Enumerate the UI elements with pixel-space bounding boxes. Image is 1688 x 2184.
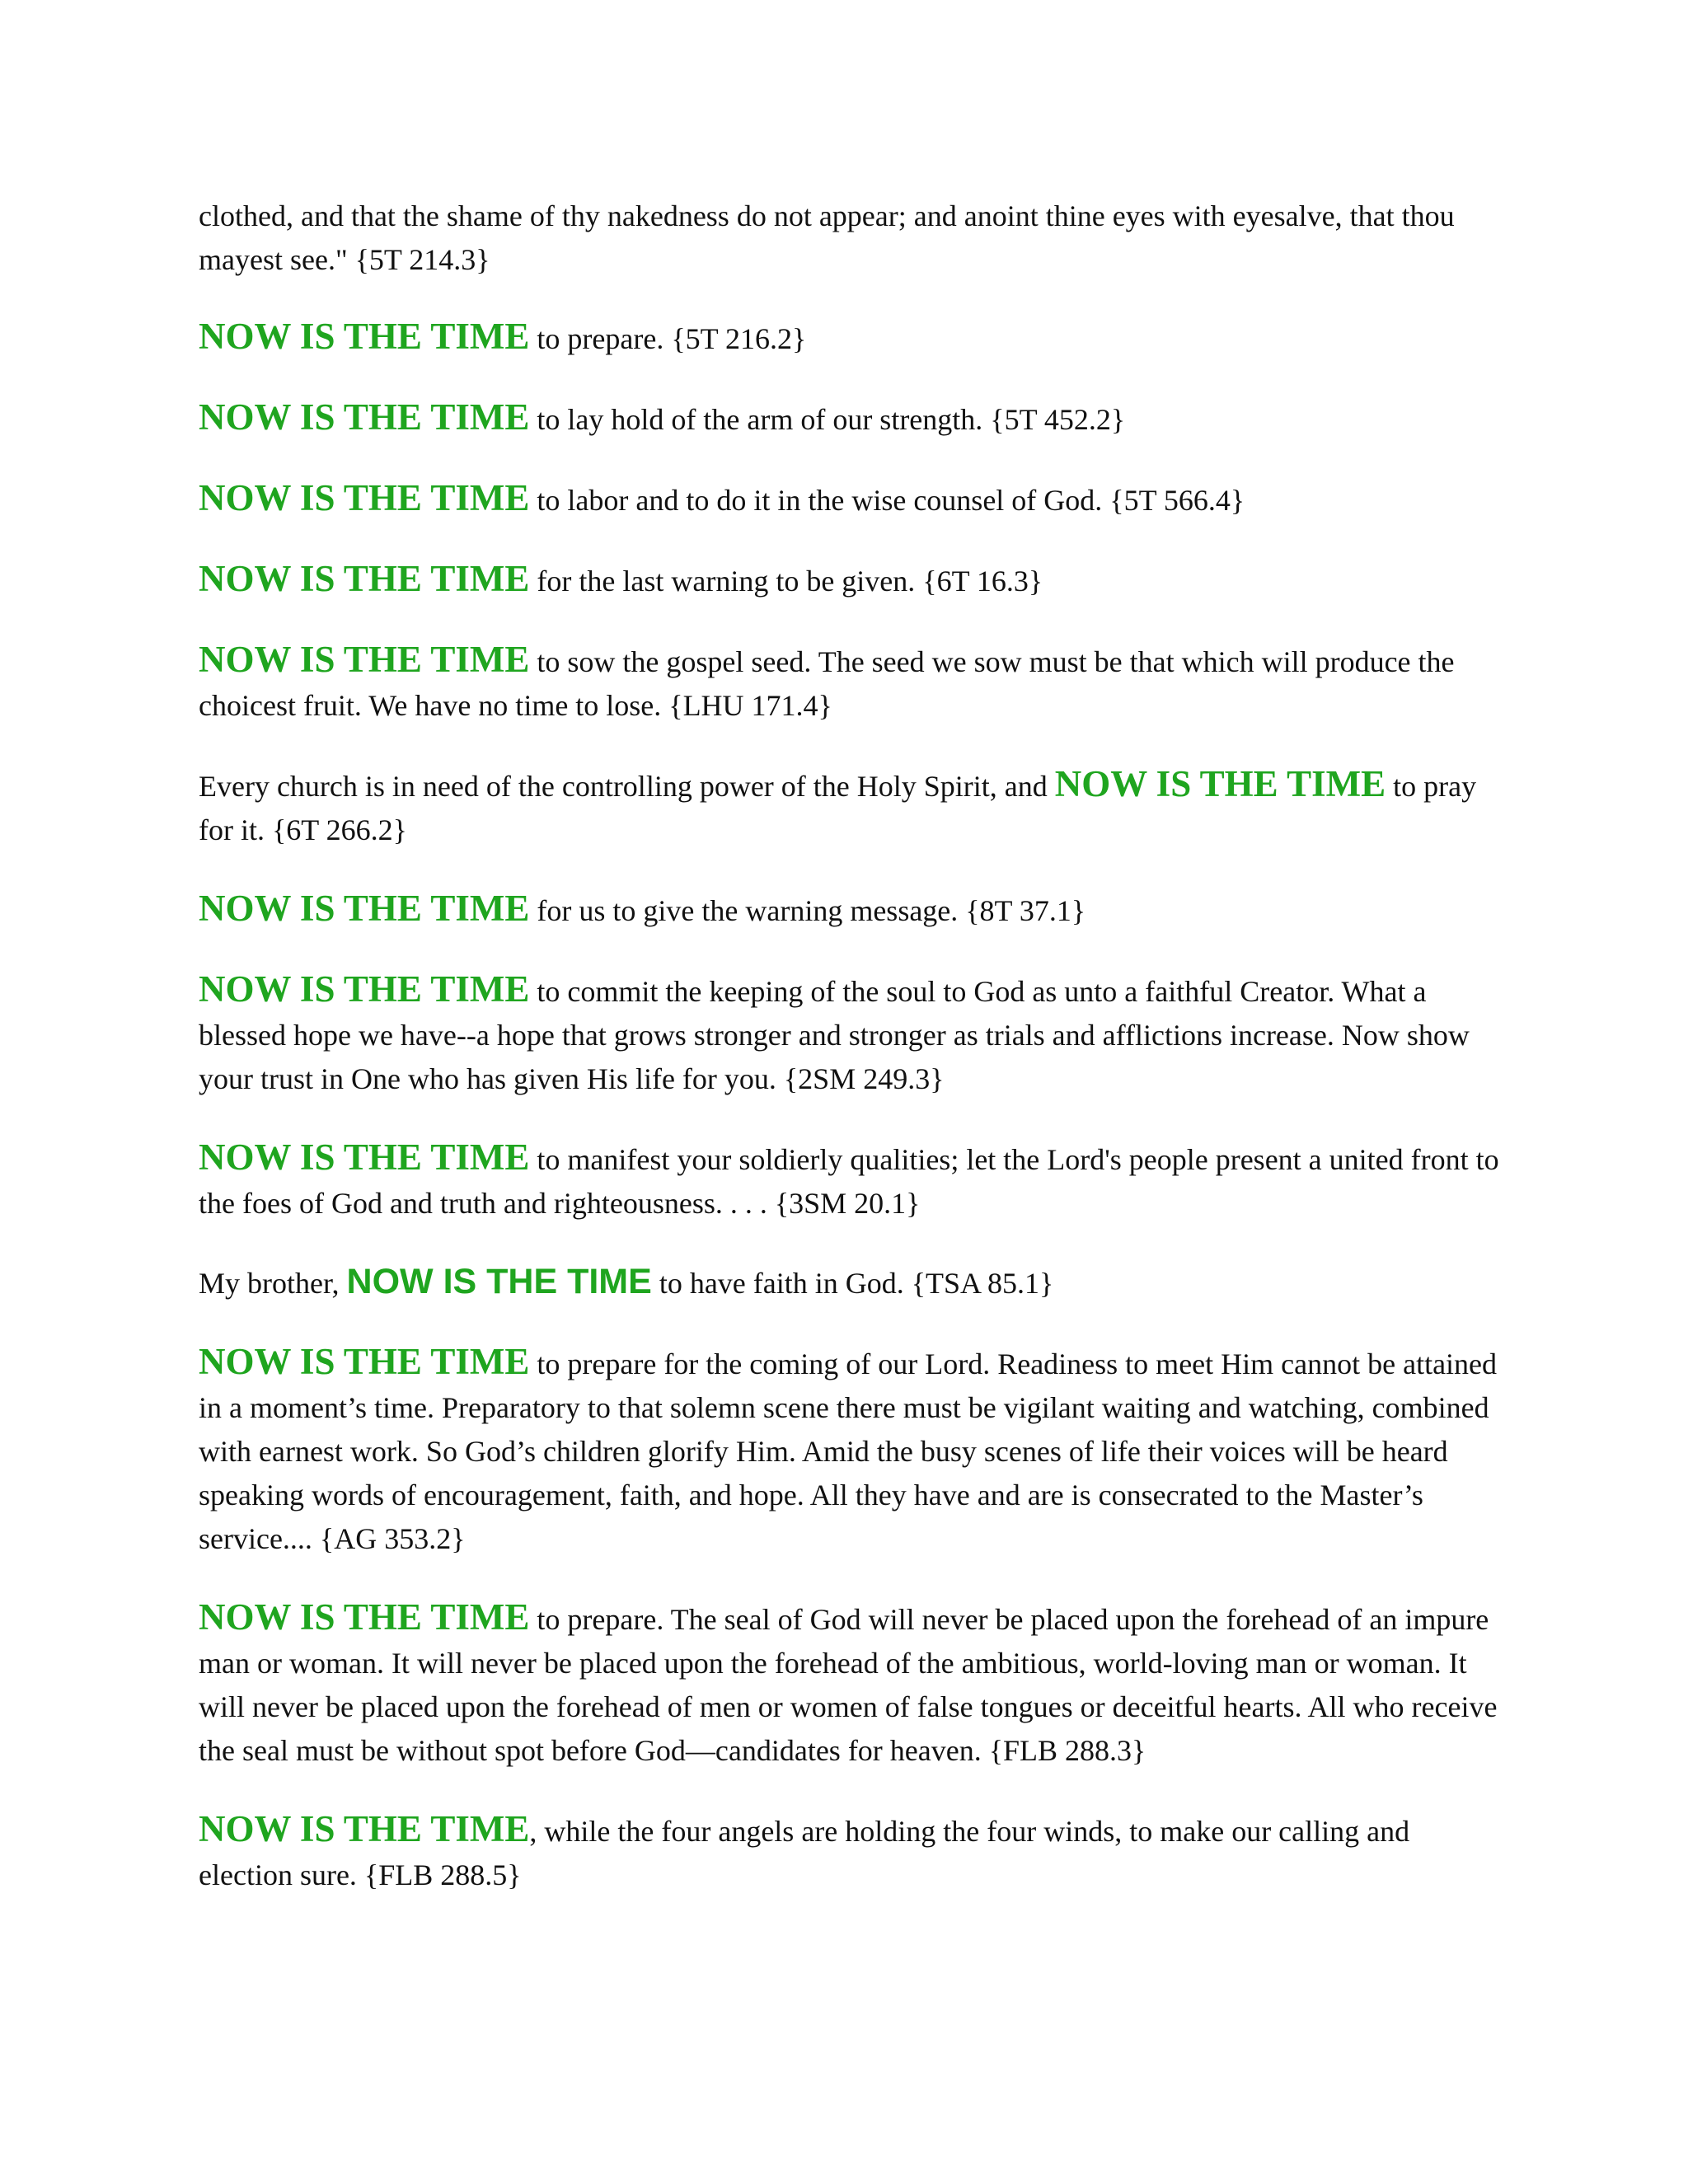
paragraph-text: to manifest your soldierly qualities; let the Lord's people present a united front to the foes of God and truth and righteousness. . . . {3SM 20.1}	[199, 1143, 1499, 1220]
paragraph-9	[199, 968, 1501, 1101]
paragraph-text: to prepare. The seal of God will never be placed upon the forehead of an impure man or woman. It will never be placed upon the forehead of the ambitious, world-loving man or woman. It will never be placed upon the forehead of men or women of false tongues or deceitful hearts. All who receive the seal must be without spot before God—candidates for heaven. {FLB 288.3}	[199, 1603, 1498, 1767]
paragraph-2	[199, 315, 1501, 361]
highlight-phrase: NOW IS THE TIME	[199, 1596, 530, 1638]
paragraph-8	[199, 887, 1501, 933]
paragraph-6	[199, 638, 1501, 728]
paragraph-13	[199, 1596, 1501, 1773]
paragraph-12	[199, 1340, 1501, 1561]
paragraph-text: to prepare for the coming of our Lord. Readiness to meet Him cannot be attained in a moment’s time. Preparatory to that solemn scene there must be vigilant waiting and watching, combined with earnest work. So God’s children glorify Him. Amid the busy scenes of life their voices will be heard speaking words of encouragement, faith, and hope. All they have and are is consecrated to the Master’s service.... {AG 353.2}	[199, 1347, 1498, 1555]
paragraph-text: clothed, and that the shame of thy nakedness do not appear; and anoint thine eyes with eyesalve, that thou mayest see." {5T 214.3}	[199, 199, 1455, 276]
paragraph-text: for us to give the warning message. {8T 37.1}	[529, 894, 1086, 927]
paragraph-5	[199, 557, 1501, 603]
paragraph-3	[199, 396, 1501, 442]
paragraph-text: to pray for it. {6T 266.2}	[199, 770, 1477, 846]
paragraph-10	[199, 1136, 1501, 1226]
highlight-phrase: NOW IS THE TIME	[199, 558, 530, 599]
paragraph-1	[199, 194, 1501, 282]
highlight-phrase: NOW IS THE TIME	[199, 968, 530, 1010]
highlight-phrase: NOW IS THE TIME	[199, 316, 530, 357]
highlight-phrase: NOW IS THE TIME	[199, 1808, 530, 1849]
paragraph-11	[199, 1260, 1501, 1305]
paragraph-text: to labor and to do it in the wise counsel of God. {5T 566.4}	[529, 484, 1245, 517]
highlight-phrase: NOW IS THE TIME	[199, 1137, 530, 1178]
paragraph-text: to commit the keeping of the soul to God as unto a faithful Creator. What a blessed hope we have--a hope that grows stronger and stronger as trials and afflictions increase. Now show your trust in One who has given His life for you. {2SM 249.3}	[199, 975, 1470, 1095]
highlight-phrase: NOW IS THE TIME	[199, 1341, 530, 1382]
paragraph-text: to lay hold of the arm of our strength. {5T 452.2}	[529, 403, 1126, 436]
paragraph-text: for the last warning to be given. {6T 16.3}	[529, 565, 1043, 598]
paragraph-text: to sow the gospel seed. The seed we sow must be that which will produce the choicest fruit. We have no time to lose. {LHU 171.4}	[199, 645, 1455, 722]
highlight-phrase: NOW IS THE TIME	[1054, 763, 1386, 804]
paragraph-text: , while the four angels are holding the four winds, to make our calling and election sure. {FLB 288.5}	[199, 1815, 1410, 1891]
paragraph-4	[199, 476, 1501, 523]
paragraph-7	[199, 762, 1501, 852]
paragraph-14	[199, 1807, 1501, 1897]
highlight-phrase: NOW IS THE TIME	[346, 1262, 652, 1301]
highlight-phrase: NOW IS THE TIME	[199, 639, 530, 680]
paragraph-lead-text: My brother,	[199, 1267, 347, 1300]
document-page	[199, 194, 1501, 1932]
paragraph-text: to have faith in God. {TSA 85.1}	[651, 1267, 1054, 1300]
paragraph-lead-text: Every church is in need of the controlling power of the Holy Spirit, and	[199, 770, 1055, 803]
highlight-phrase: NOW IS THE TIME	[199, 888, 530, 929]
highlight-phrase: NOW IS THE TIME	[199, 396, 530, 438]
paragraph-text: to prepare. {5T 216.2}	[529, 322, 807, 355]
highlight-phrase: NOW IS THE TIME	[199, 477, 530, 518]
